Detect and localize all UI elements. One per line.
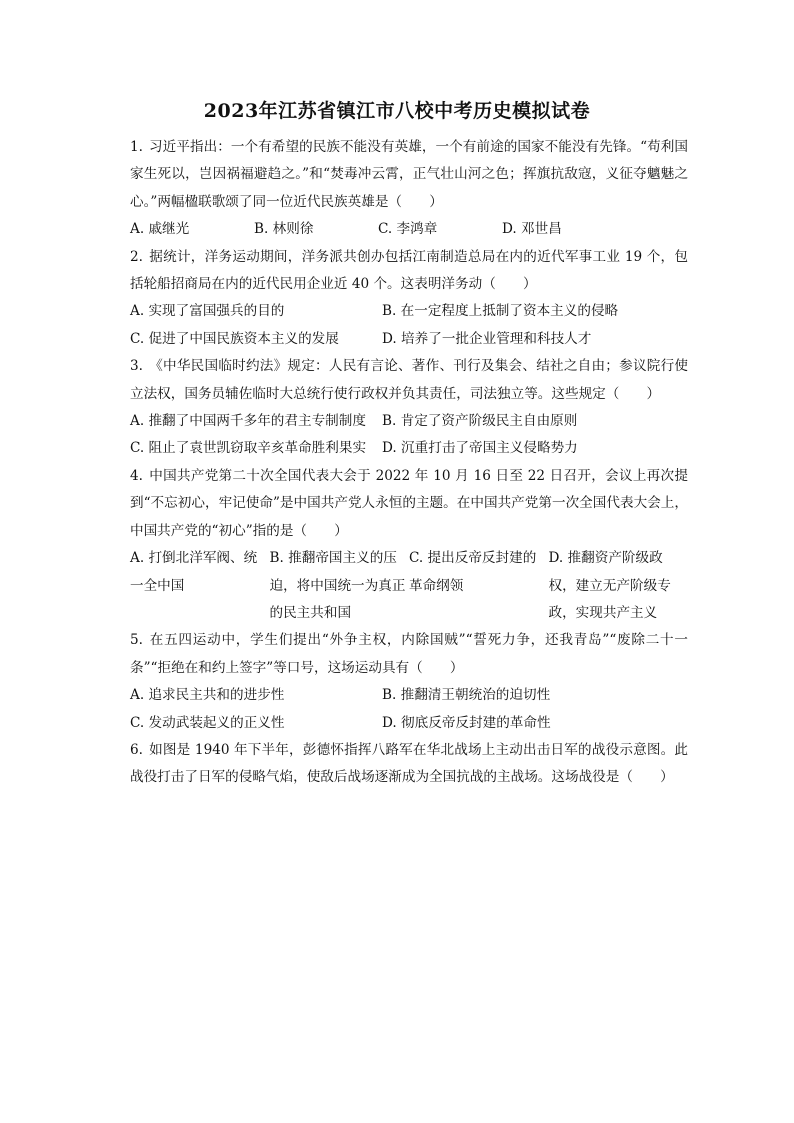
question-text: 在五四运动中，学生们提出“外争主权，内除国贼”“誓死力争，还我青岛”“废除二十一条”“拒绝在和约上签字”等口号，这场运动具有（ ）	[130, 632, 688, 676]
option-row	[130, 710, 688, 737]
option-b: B. 林则徐	[254, 221, 314, 238]
question-stem	[130, 627, 688, 682]
question-number: 5.	[130, 632, 143, 649]
option-c: C. 发动武装起义的正义性	[130, 714, 285, 731]
option-c: C. 提出反帝反封建的革命纲领	[409, 550, 537, 594]
option-row	[130, 408, 688, 435]
option-row	[130, 216, 688, 243]
question-stem	[130, 463, 688, 545]
question-number: 2.	[130, 248, 143, 265]
question-text: 《中华民国临时约法》规定：人民有言论、著作、刊行及集会、结社之自由；参议院行使立法权，国务员辅佐临时大总统行使行政权并负其责任，司法独立等。这些规定（ ）	[130, 358, 688, 402]
option-c: C. 李鸿章	[378, 221, 438, 238]
question-4	[130, 463, 688, 627]
question-text: 如图是 1940 年下半年，彭德怀指挥八路军在华北战场上主动出击日军的战役示意图。此战役打击了日军的侵略气焰，使敌后战场逐渐成为全国抗战的主战场。这场战役是（ ）	[130, 741, 688, 786]
question-2	[130, 244, 688, 354]
option-row	[130, 545, 688, 627]
option-d: D. 邓世昌	[502, 221, 562, 238]
option-a: A. 戚继光	[130, 221, 190, 238]
option-b: B. 肯定了资产阶级民主自由原则	[382, 413, 578, 430]
option-d: D. 推翻资产阶级政权，建立无产阶级专政，实现共产主义	[548, 550, 671, 621]
question-list	[130, 134, 688, 792]
question-3	[130, 353, 688, 463]
question-6	[130, 737, 688, 792]
question-stem	[130, 353, 688, 408]
option-a: A. 打倒北洋军阀、统一全中国	[130, 550, 258, 594]
question-text: 据统计，洋务运动期间，洋务派共创办包括江南制造总局在内的近代军事工业 19 个，包括轮船招商局在内的近代民用企业近 40 个。这表明洋务动（ ）	[130, 248, 688, 293]
option-b: B. 在一定程度上抵制了资本主义的侵略	[382, 303, 619, 320]
option-d: D. 沉重打击了帝国主义侵略势力	[382, 440, 578, 457]
question-number: 4.	[130, 467, 143, 484]
option-row	[130, 682, 688, 709]
question-stem	[130, 737, 688, 792]
option-d: D. 彻底反帝反封建的革命性	[382, 714, 551, 731]
question-text: 习近平指出：一个有希望的民族不能没有英雄，一个有前途的国家不能没有先锋。“苟利国家生死以，岂因祸福避趋之。”和“焚毒冲云霄，正气壮山河之色；挥旗抗敌寇，义征夺魑魅之心。”两幅楹联歌颂了同一位近代民族英雄是（ ）	[130, 139, 688, 210]
option-row	[130, 326, 688, 353]
option-c: C. 促进了中国民族资本主义的发展	[130, 330, 339, 347]
option-row	[130, 435, 688, 462]
option-c: C. 阻止了袁世凯窃取辛亥革命胜利果实	[130, 440, 367, 457]
question-number: 3.	[130, 358, 143, 375]
question-stem	[130, 244, 688, 299]
option-b: B. 推翻帝国主义的压迫，将中国统一为真正的民主共和国	[269, 550, 406, 621]
option-a: A. 追求民主共和的进步性	[130, 687, 285, 704]
question-5	[130, 627, 688, 737]
option-row	[130, 298, 688, 325]
option-a: A. 推翻了中国两千多年的君主专制制度	[130, 413, 366, 430]
question-number: 1.	[130, 139, 143, 155]
question-1	[130, 134, 688, 244]
question-number: 6.	[130, 741, 143, 758]
option-d: D. 培养了一批企业管理和科技人才	[382, 330, 592, 347]
option-b: B. 推翻清王朝统治的迫切性	[382, 687, 551, 704]
question-stem	[130, 134, 688, 216]
question-text: 中国共产党第二十次全国代表大会于 2022 年 10 月 16 日至 22 日召开，会议上再次提到“不忘初心，牢记使命”是中国共产党人永恒的主题。在中国共产党第一次全国代表大会上，中国共产党的“初心”指的是（ ）	[130, 467, 688, 539]
page-title: 2023年江苏省镇江市八校中考历史模拟试卷	[203, 100, 591, 122]
option-a: A. 实现了富国强兵的目的	[130, 303, 285, 320]
